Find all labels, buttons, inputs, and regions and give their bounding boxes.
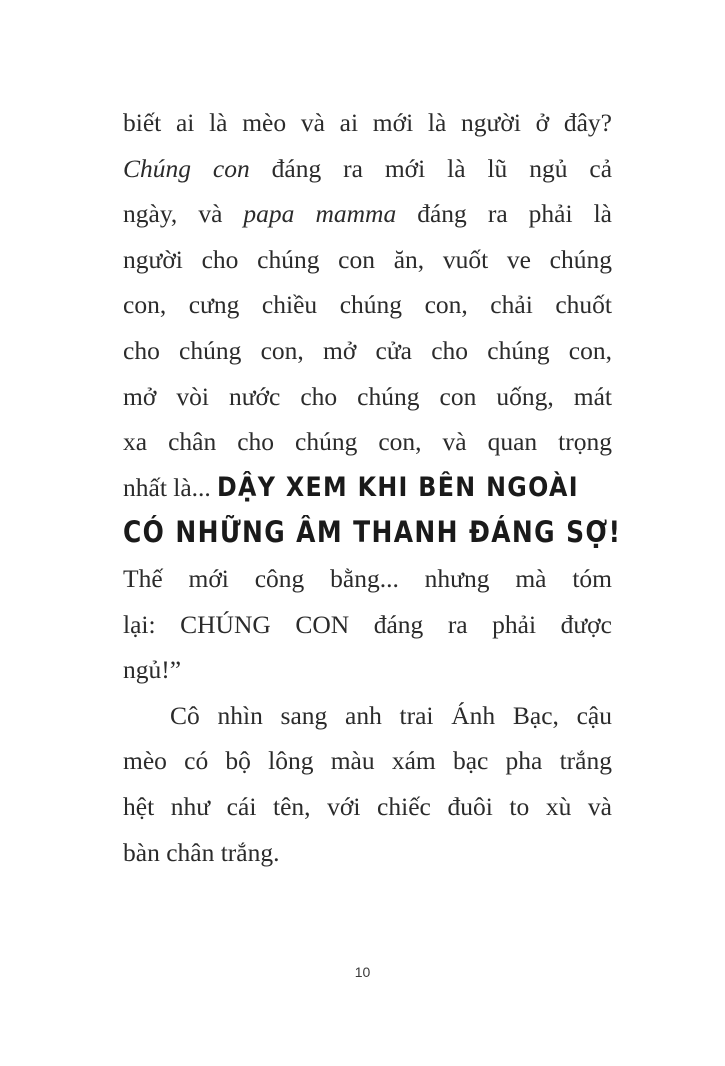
text-line [123,830,612,876]
text-line [123,146,612,192]
text-line [123,738,612,784]
text-line [123,237,612,283]
text-line-content: Thế mới công bằng... nhưng mà tóm [123,563,612,593]
text-line [123,374,612,420]
text-line [123,191,612,237]
text-line-content: hệt như cái tên, với chiếc đuôi to xù và [123,791,612,821]
shouted-phrase: DẬY XEM KHI BÊN NGOÀI [217,471,580,503]
text-line [123,510,622,556]
italic-phrase: papa mamma [243,199,397,229]
italic-phrase: Chúng con [123,153,250,183]
text-line-content: đáng ra mới là lũ ngủ cả [249,153,613,183]
text-line-content: xa chân cho chúng con, và quan trọng [123,427,612,457]
text-line-content: lại: CHÚNG CON đáng ra phải được [123,609,612,639]
text-line-content: mèo có bộ lông màu xám bạc pha trắng [123,746,612,776]
text-line [123,602,612,648]
text-line [123,100,612,146]
text-line-content: bàn chân trắng. [123,837,280,867]
text-line [123,282,612,328]
text-line-content: mở vòi nước cho chúng con uống, mát [123,381,612,411]
text-line [123,647,612,693]
text-line-content: ngày, và [123,199,244,229]
text-line-content: cho chúng con, mở cửa cho chúng con, [123,335,612,365]
shouted-phrase: CÓ NHỮNG ÂM THANH ĐÁNG SỢ! [123,515,622,550]
text-line [123,556,612,602]
text-line [123,328,612,374]
text-line [123,465,612,511]
text-line [123,693,612,739]
text-line-content: Cô nhìn sang anh trai Ánh Bạc, cậu [170,700,612,730]
text-line-content: đáng ra phải là [396,199,613,229]
text-line-content: nhất là... [123,472,218,502]
body-text [123,100,622,875]
text-line-content: ngủ!” [123,655,182,685]
text-line-content: người cho chúng con ăn, vuốt ve chúng [123,244,612,274]
text-line-content: biết ai là mèo và ai mới là người ở đây? [123,108,612,137]
text-line-content: con, cưng chiều chúng con, chải chuốt [123,290,612,320]
page-number: 10 [354,964,371,980]
text-line [123,784,612,830]
text-line [123,419,612,465]
